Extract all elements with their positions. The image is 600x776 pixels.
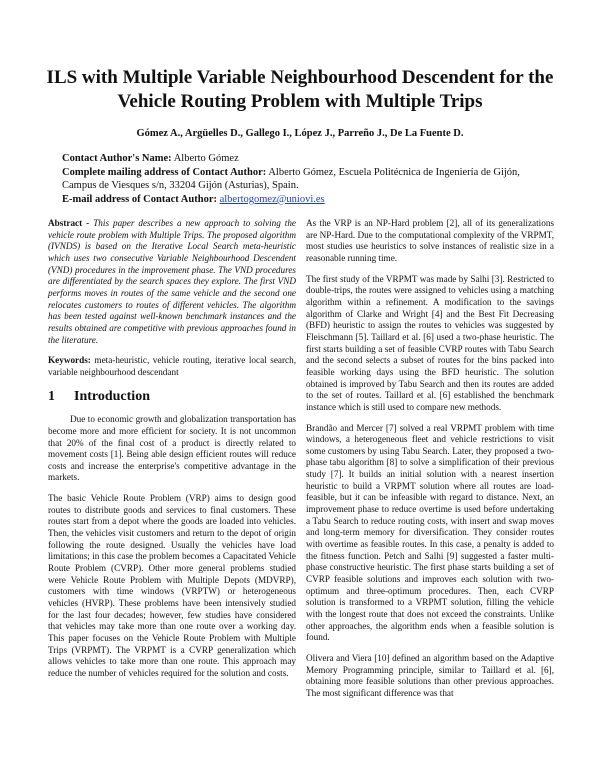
paragraph: Due to economic growth and globalization transportation has become more and more efficient for society. It is not uncommon that 20% of the final cost of a product is directly related to movement costs [1]. Being able design efficient routes will reduce costs and increase the enterprise's competitive advantage in the markets. <box>48 414 296 483</box>
paragraph: Olivera and Viera [10] defined an algorithm based on the Adaptive Memory Programming principle, similar to Taillard et al. [6], obtaining more feasible solutions than other previous approaches. The most significant difference was that <box>306 652 554 698</box>
keywords-text: meta-heuristic, vehicle routing, iterative local search, variable neighbourhood descendant <box>48 355 297 377</box>
contact-name-value: Alberto Gómez <box>173 153 239 164</box>
paragraph: The first study of the VRPMT was made by Salhi [3]. Restricted to double-trips, the routes were assigned to vehicles using a matching algorithm within a refinement. A modification to the savings algorithm of Clarke and Wright [4] and the Best Fit Decreasing (BFD) heuristic to assign the routes to vehicles was suggested by Fleischmann [5]. Taillard et al. [6] used a two-phase heuristic. The first starts building a set of feasible CVRP routes with Tabu Search and the second selects a subset of routes for the bins packed into feasible working days using the BFD heuristic. The solution obtained is improved by Tabu Search and then its routes are added to the set of routes. Taillard et al. [6] established the benchmark instance which is still used to compare new methods. <box>306 273 554 412</box>
section-heading <box>48 388 296 404</box>
abstract-label: Abstract - <box>48 218 90 228</box>
contact-address-label: Complete mailing address of Contact Author: <box>62 166 267 178</box>
section-title: Introduction <box>74 388 150 404</box>
author-list: Gómez A., Argüelles D., Gallego I., López J., Parreño J., De La Fuente D. <box>136 128 464 139</box>
paper-title: ILS with Multiple Variable Neighbourhood Descendent for the Vehicle Routing Problem with Multiple Trips <box>46 67 554 112</box>
contact-name-line <box>62 152 552 166</box>
contact-block <box>62 152 552 206</box>
abstract <box>48 218 296 346</box>
keywords-label: Keywords: <box>48 355 91 366</box>
keywords <box>48 355 296 378</box>
contact-email-link[interactable]: albertogomez@uniovi.es <box>219 193 325 205</box>
left-column <box>48 218 296 689</box>
paragraph: The basic Vehicle Route Problem (VRP) aims to design good routes to distribute goods and services to final customers. These routes start from a depot where the goods are loaded into vehicles. Then, the vehicles visit customers and return to the depot of origin following the route designed. Usually the vehicles have load limitations; in this case the problem becomes a Capacitated Vehicle Route Problem (CVRP). Other more general problems studied were Vehicle Route Problem with Multiple Depots (MDVRP), customers with time windows (VRPTW) or heterogeneous vehicles (HVRP). These problems have been intensively studied for the last four decades; however, few studies have considered that vehicles may take more than one route over a working day. This paper focuses on the Vehicle Route Problem with Multiple Trips (VRPMT). The VRPMT is a CVRP generalization which allows vehicles to take more than one route. This approach may reduce the number of vehicles required for the solution and costs. <box>48 493 296 678</box>
contact-address-value: Alberto Gómez, Escuela Politécnica de Ingeniería de Gijón, Campus de Viesques s/n, 33204 Gijón (Asturias), Spain. <box>62 166 520 192</box>
contact-email-label: E-mail address of Contact Author: <box>62 193 217 205</box>
abstract-text: This paper describes a new approach to solving the vehicle route problem with Multiple Trips. The proposed algorithm (IVNDS) is based on the Iterative Local Search meta-heuristic which uses two consecutive Variable Neighbourhood Descendent (VND) procedures in the improvement phase. The VND procedures are differentiated by the search spaces they explore. The first VND performs moves in routes of the same vehicle and the second one relocates customers to routes of different vehicles. The algorithm has been tested against well-known benchmark instances and the results obtained are competitive with previous approaches found in the literature. <box>48 218 297 345</box>
contact-name-label: Contact Author's Name: <box>62 153 172 164</box>
section-number: 1 <box>48 388 55 404</box>
right-column <box>306 218 554 709</box>
paragraph: Brandão and Mercer [7] solved a real VRPMT problem with time windows, a heterogeneous fleet and vehicle restrictions to visit some customers by using Tabu Search. Later, they proposed a two-phase tabu algorithm [8] to solve a simplification of their previous study [7]. It builds an initial solution with a nearest insertion heuristic to build a VRPMT solution where all routes are load-feasible, but it can be infeasible with regard to distance. Next, an improvement phase to reduce overtime is used before undertaking a Tabu Search to reduce routing costs, with insert and swap moves and long-term memory for diversification. They consider routes with overtime as feasible routes. In this case, a penalty is added to the fitness function. Petch and Salhi [9] suggested a faster multi-phase constructive heuristic. The first phase starts building a set of CVRP feasible solutions and improves each solution with two-optimum and three-optimum procedures. Then, each CVRP solution is transformed to a VRPMT solution, filling the vehicle with the longest route that does not exceed the constraints. Unlike other approaches, the algorithm ends when a feasible solution is found. <box>306 422 554 643</box>
paragraph: As the VRP is an NP-Hard problem [2], all of its generalizations are NP-Hard. Due to the computational complexity of the VRPMT, most studies use heuristics to solve instances of realistic size in a reasonable running time. <box>306 218 554 263</box>
contact-email-line <box>62 193 552 207</box>
contact-address-line <box>62 166 552 193</box>
